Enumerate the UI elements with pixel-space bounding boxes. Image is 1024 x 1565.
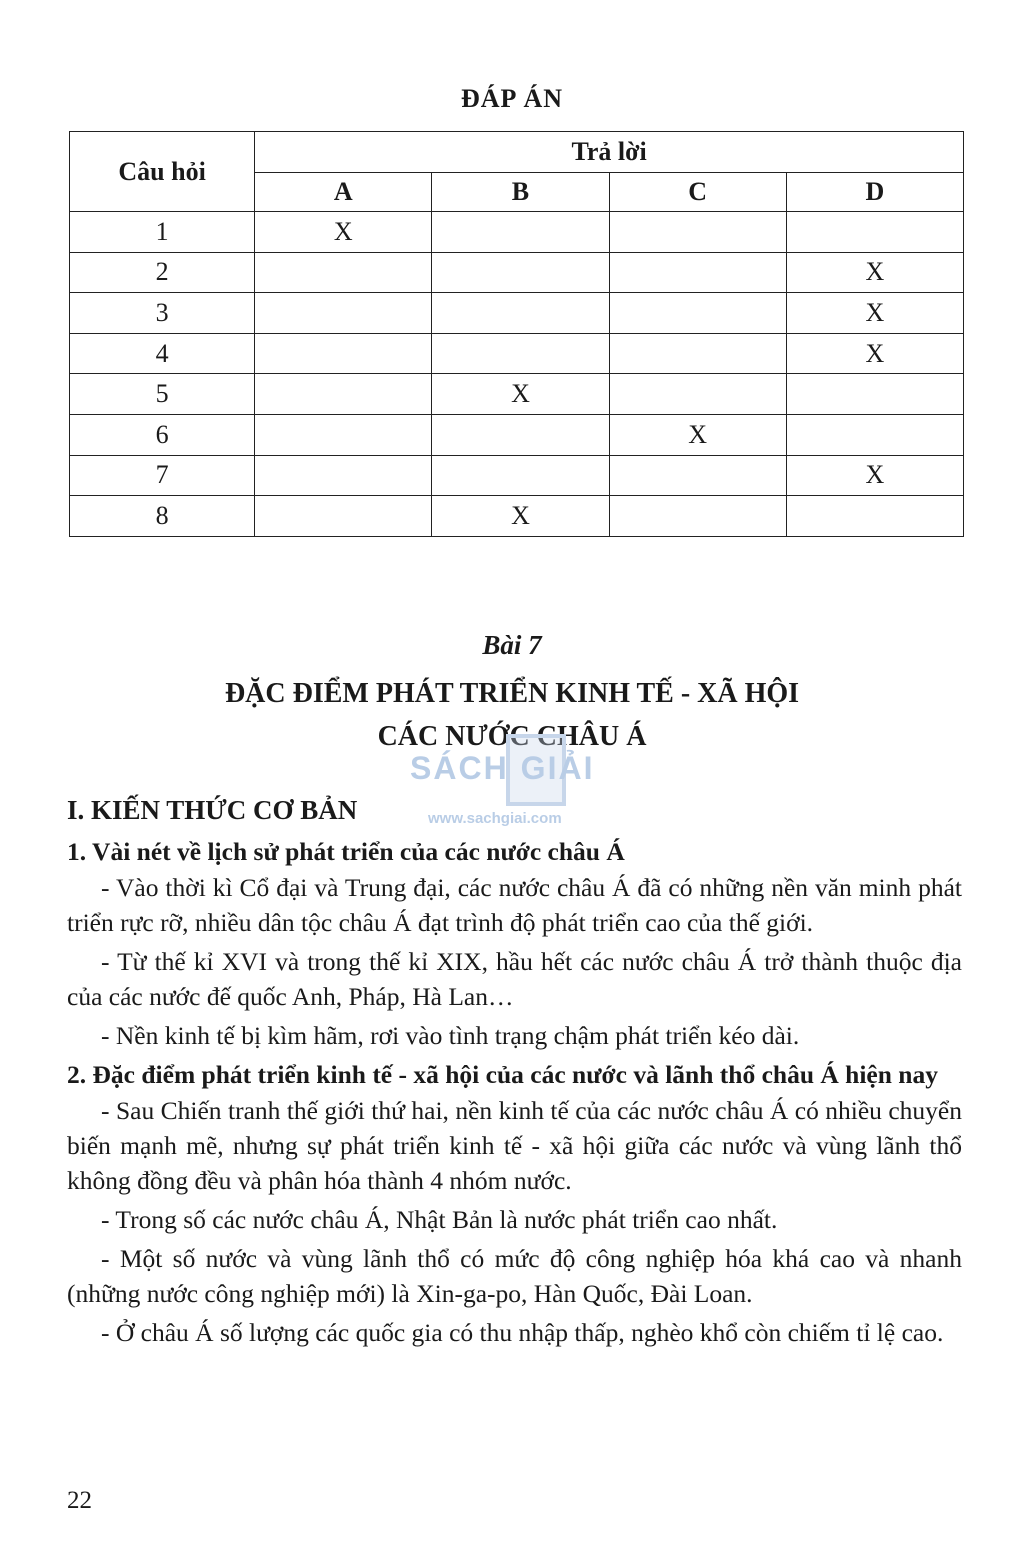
answer-cell-b: [432, 333, 609, 374]
answer-cell-c: [609, 496, 786, 537]
answer-cell-a: [255, 252, 432, 293]
answer-cell-d: [786, 374, 963, 415]
answer-cell-c: [609, 212, 786, 253]
paragraph: - Một số nước và vùng lãnh thổ có mức độ công nghiệp hóa khá cao và nhanh (những nước công nghiệp mới) là Xin-ga-po, Hàn Quốc, Đài Loan.: [67, 1244, 962, 1308]
answer-cell-a: [255, 333, 432, 374]
answer-cell-d: X: [786, 252, 963, 293]
answer-cell-a: [255, 496, 432, 537]
answer-cell-b: X: [432, 496, 609, 537]
paragraph: - Sau Chiến tranh thế giới thứ hai, nền kinh tế của các nước châu Á có nhiều chuyển biến mạnh mẽ, nhưng sự phát triển kinh tế - xã hội giữa các nước và vùng lãnh thổ không đồng đều và phân hóa thành 4 nhóm nước.: [67, 1096, 962, 1195]
table-row: [70, 374, 964, 415]
option-header-d: D: [786, 173, 963, 212]
answer-cell-a: [255, 293, 432, 334]
watermark-brand: SÁCH GIẢI: [410, 750, 595, 786]
answer-cell-c: [609, 293, 786, 334]
answer-key-title: ĐÁP ÁN: [460, 84, 564, 113]
question-number: 5: [70, 374, 255, 415]
option-header-c: C: [609, 173, 786, 212]
option-header-b: B: [432, 173, 609, 212]
answer-cell-a: [255, 374, 432, 415]
answer-cell-c: [609, 252, 786, 293]
answer-cell-a: [255, 455, 432, 496]
answer-cell-b: X: [432, 374, 609, 415]
answer-cell-c: X: [609, 414, 786, 455]
paragraph: - Nền kinh tế bị kìm hãm, rơi vào tình trạng chậm phát triển kéo dài.: [101, 1021, 800, 1050]
answer-cell-a: [255, 414, 432, 455]
subsection-heading-2: 2. Đặc điểm phát triển kinh tế - xã hội của các nước và lãnh thổ châu Á hiện nay: [67, 1060, 938, 1089]
table-row: [70, 293, 964, 334]
answer-cell-d: X: [786, 333, 963, 374]
answer-cell-b: [432, 212, 609, 253]
lesson-title-line2: CÁC NƯỚC CHÂU Á: [377, 721, 647, 752]
answer-cell-d: [786, 414, 963, 455]
answer-group-header: Trả lời: [255, 132, 964, 173]
table-row: [70, 212, 964, 253]
lesson-content: [67, 790, 962, 1354]
question-number: 3: [70, 293, 255, 334]
answer-cell-d: [786, 212, 963, 253]
table-row: [70, 252, 964, 293]
paragraph: - Ở châu Á số lượng các quốc gia có thu nhập thấp, nghèo khổ còn chiếm tỉ lệ cao.: [101, 1318, 944, 1347]
answer-cell-d: X: [786, 293, 963, 334]
paragraph: - Vào thời kì Cổ đại và Trung đại, các nước châu Á đã có những nền văn minh phát triển rực rỡ, nhiều dân tộc châu Á đạt trình độ phát triển cao của thế giới.: [67, 873, 962, 937]
answer-cell-d: [786, 496, 963, 537]
question-number: 6: [70, 414, 255, 455]
table-row: [70, 496, 964, 537]
option-header-a: A: [255, 173, 432, 212]
answer-cell-d: X: [786, 455, 963, 496]
answer-cell-b: [432, 293, 609, 334]
answer-cell-a: X: [255, 212, 432, 253]
answer-cell-c: [609, 333, 786, 374]
answer-cell-b: [432, 455, 609, 496]
watermark-url: www.sachgiai.com: [428, 810, 562, 827]
lesson-title-line1: ĐẶC ĐIỂM PHÁT TRIỂN KINH TẾ - XÃ HỘI: [224, 678, 800, 709]
question-number: 2: [70, 252, 255, 293]
answer-key-table: [69, 131, 964, 537]
answer-cell-b: [432, 414, 609, 455]
table-row: [70, 455, 964, 496]
question-number: 7: [70, 455, 255, 496]
lesson-number: Bài 7: [482, 630, 542, 660]
table-row: [70, 414, 964, 455]
answer-cell-c: [609, 374, 786, 415]
paragraph: - Từ thế kỉ XVI và trong thế kỉ XIX, hầu hết các nước châu Á trở thành thuộc địa của các nước đế quốc Anh, Pháp, Hà Lan…: [67, 947, 962, 1011]
section-heading: I. KIẾN THỨC CƠ BẢN: [67, 795, 358, 825]
question-column-header: Câu hỏi: [70, 132, 255, 212]
question-number: 8: [70, 496, 255, 537]
answer-cell-b: [432, 252, 609, 293]
answer-cell-c: [609, 455, 786, 496]
question-number: 1: [70, 212, 255, 253]
page-number: 22: [67, 1487, 92, 1514]
subsection-heading-1: 1. Vài nét về lịch sử phát triển của các nước châu Á: [67, 837, 625, 866]
paragraph: - Trong số các nước châu Á, Nhật Bản là nước phát triển cao nhất.: [101, 1205, 778, 1234]
question-number: 4: [70, 333, 255, 374]
table-row: [70, 333, 964, 374]
